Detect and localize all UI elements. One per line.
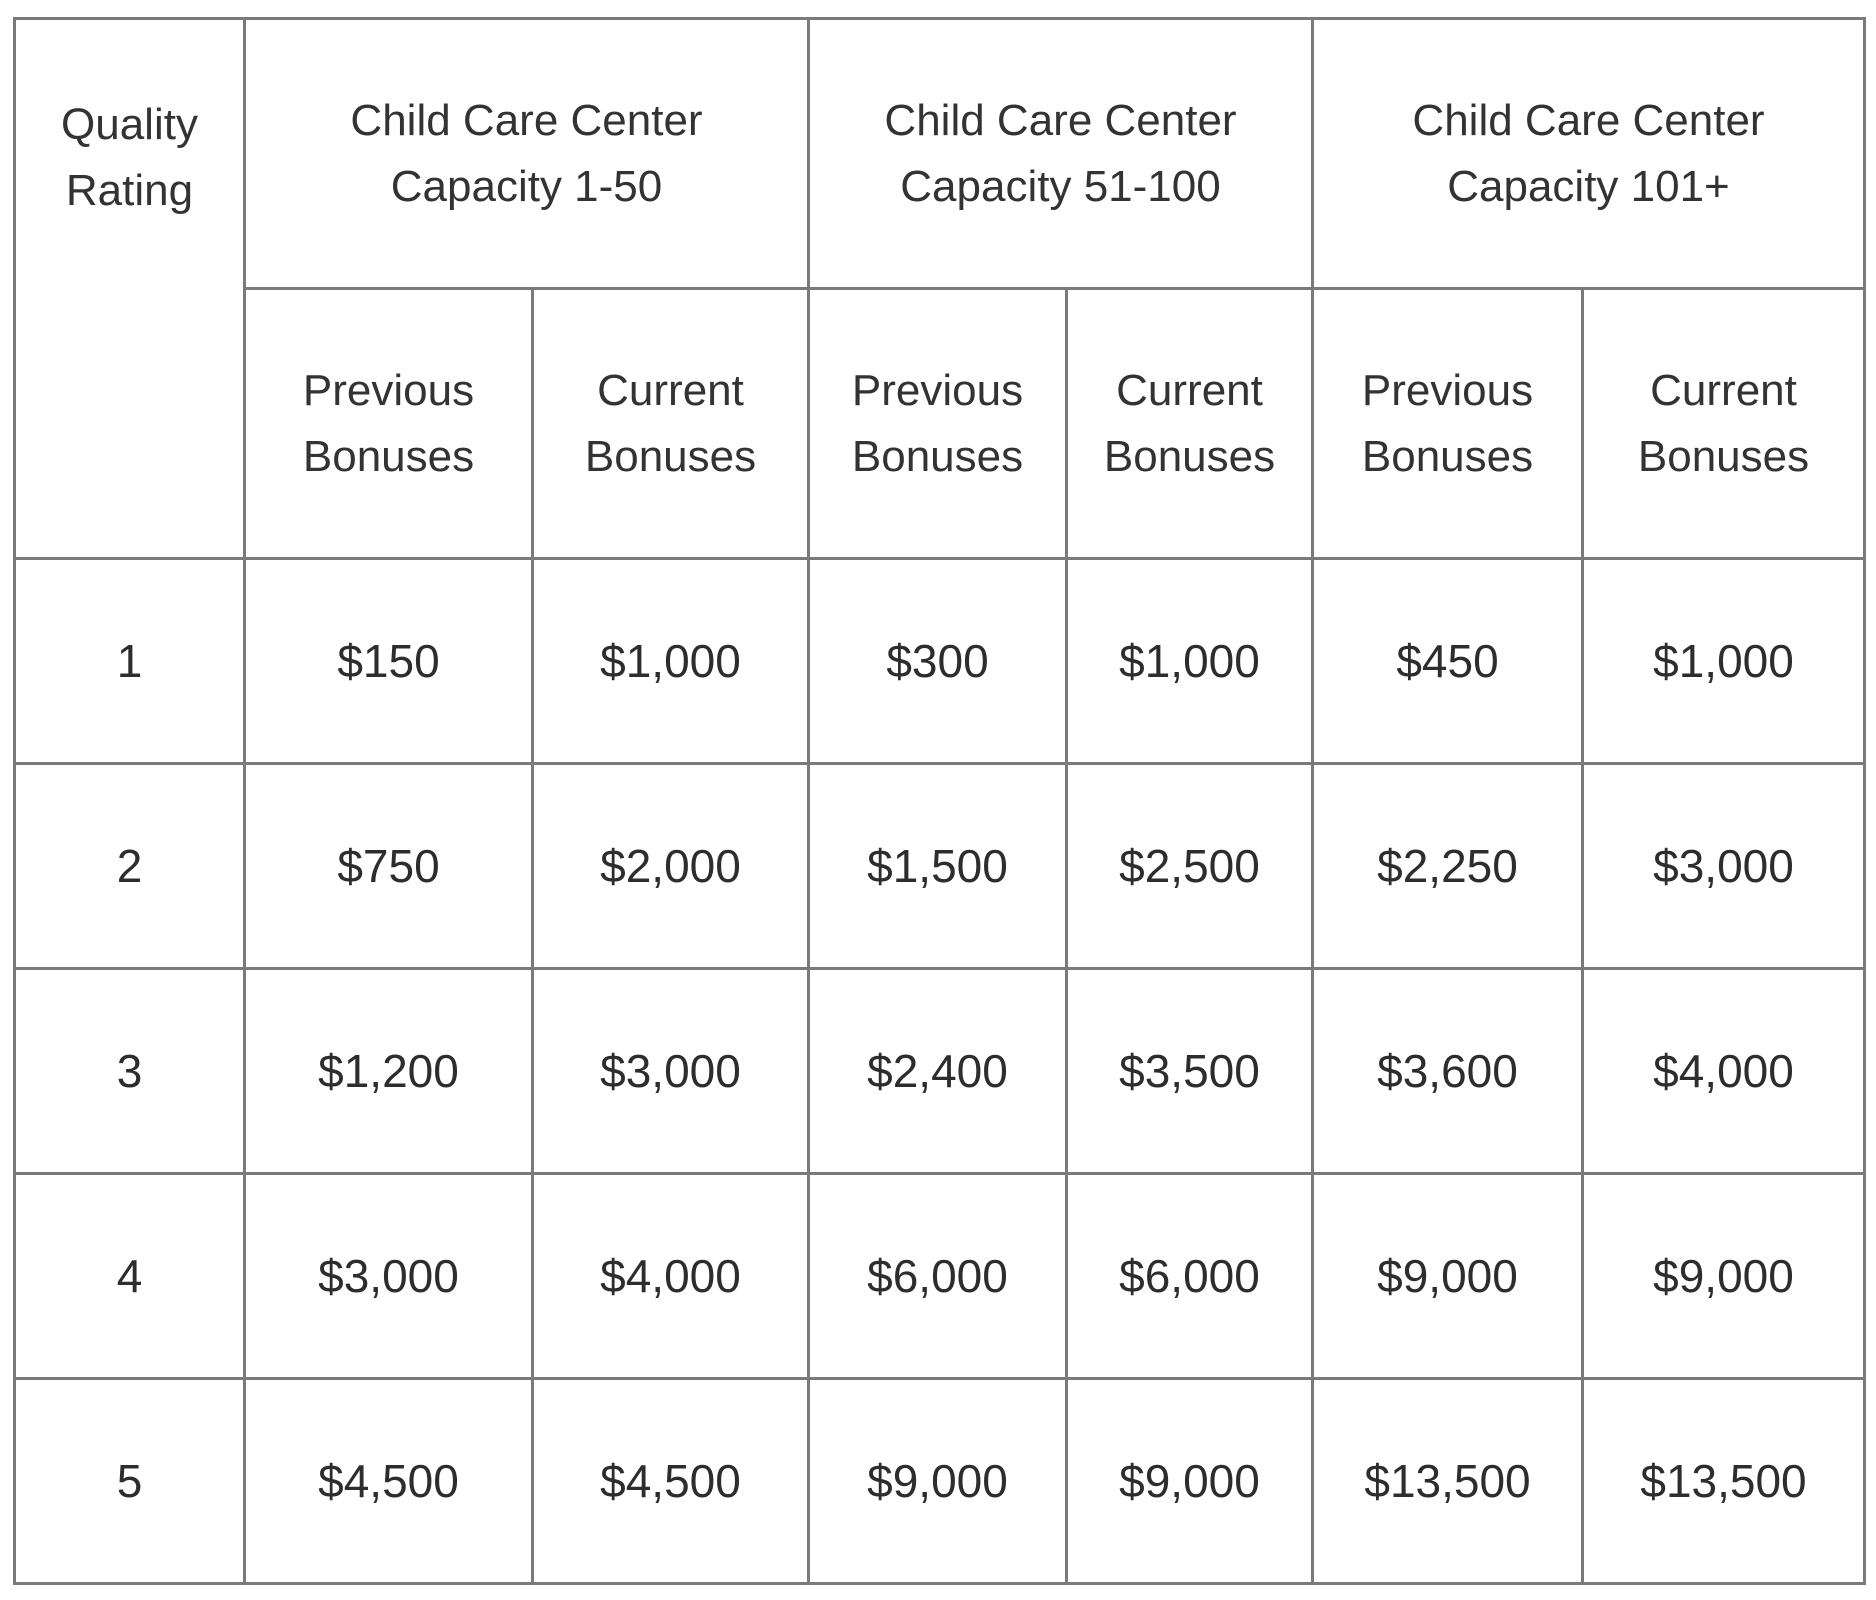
bonus-cell: $13,500	[1583, 1379, 1865, 1584]
quality-rating-cell: 4	[15, 1174, 245, 1379]
bonus-cell: $1,500	[809, 764, 1067, 969]
bonus-cell: $9,000	[1067, 1379, 1313, 1584]
bonus-cell: $6,000	[1067, 1174, 1313, 1379]
bonus-cell: $1,200	[245, 969, 533, 1174]
quality-rating-cell: 1	[15, 559, 245, 764]
bonus-cell: $3,500	[1067, 969, 1313, 1174]
capacity-1-50-header: Child Care Center Capacity 1-50	[245, 19, 809, 289]
bonus-cell: $2,250	[1313, 764, 1583, 969]
bonus-cell: $4,000	[533, 1174, 809, 1379]
bonus-cell: $4,500	[245, 1379, 533, 1584]
subheader-current-bonuses: Current Bonuses	[1067, 289, 1313, 559]
subheader-previous-bonuses: Previous Bonuses	[809, 289, 1067, 559]
bonus-cell: $1,000	[1067, 559, 1313, 764]
subheader-current-bonuses: Current Bonuses	[533, 289, 809, 559]
bonus-cell: $9,000	[1313, 1174, 1583, 1379]
bonus-cell: $1,000	[1583, 559, 1865, 764]
bonus-cell: $2,400	[809, 969, 1067, 1174]
subheader-previous-bonuses: Previous Bonuses	[245, 289, 533, 559]
capacity-51-100-header: Child Care Center Capacity 51-100	[809, 19, 1313, 289]
subheader-row	[15, 289, 1865, 559]
bonus-cell: $750	[245, 764, 533, 969]
bonus-cell: $3,000	[245, 1174, 533, 1379]
bonus-cell: $3,000	[1583, 764, 1865, 969]
quality-rating-header: Quality Rating	[15, 19, 245, 559]
group-header-row	[15, 19, 1865, 289]
bonus-table	[13, 17, 1866, 1585]
bonus-table-container	[13, 17, 1863, 1581]
bonus-cell: $3,000	[533, 969, 809, 1174]
bonus-cell: $2,000	[533, 764, 809, 969]
table-row	[15, 1174, 1865, 1379]
bonus-cell: $4,000	[1583, 969, 1865, 1174]
quality-rating-cell: 5	[15, 1379, 245, 1584]
bonus-cell: $6,000	[809, 1174, 1067, 1379]
table-row	[15, 969, 1865, 1174]
quality-rating-cell: 2	[15, 764, 245, 969]
subheader-current-bonuses: Current Bonuses	[1583, 289, 1865, 559]
table-row	[15, 764, 1865, 969]
bonus-cell: $9,000	[1583, 1174, 1865, 1379]
bonus-cell: $1,000	[533, 559, 809, 764]
bonus-cell: $4,500	[533, 1379, 809, 1584]
bonus-cell: $3,600	[1313, 969, 1583, 1174]
capacity-101-plus-header: Child Care Center Capacity 101+	[1313, 19, 1865, 289]
bonus-cell: $13,500	[1313, 1379, 1583, 1584]
bonus-cell: $9,000	[809, 1379, 1067, 1584]
table-row	[15, 559, 1865, 764]
quality-rating-cell: 3	[15, 969, 245, 1174]
table-row	[15, 1379, 1865, 1584]
bonus-cell: $150	[245, 559, 533, 764]
bonus-cell: $2,500	[1067, 764, 1313, 969]
subheader-previous-bonuses: Previous Bonuses	[1313, 289, 1583, 559]
bonus-cell: $300	[809, 559, 1067, 764]
bonus-cell: $450	[1313, 559, 1583, 764]
